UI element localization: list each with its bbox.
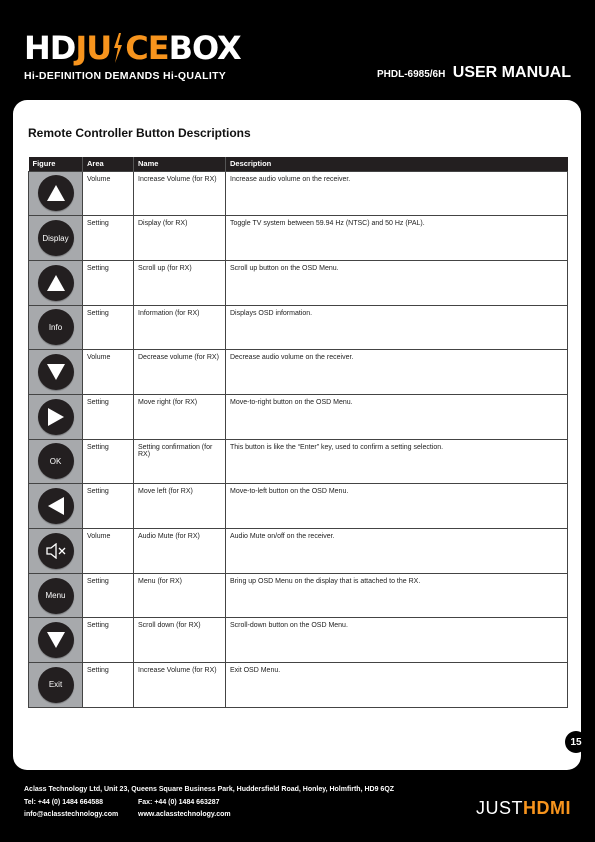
- tagline: Hi-DEFINITION DEMANDS Hi-QUALITY: [24, 70, 227, 82]
- manual-title: [377, 64, 571, 82]
- content-panel: [13, 100, 581, 770]
- volume-down-triangle-icon: [38, 354, 74, 390]
- row-area: Setting: [83, 305, 134, 350]
- table-row: [29, 394, 568, 439]
- fax: Fax: +44 (0) 1484 663287: [138, 799, 220, 806]
- row-name: Setting confirmation (for RX): [134, 439, 226, 484]
- table-row: [29, 529, 568, 574]
- row-name: Scroll up (for RX): [134, 260, 226, 305]
- row-name: Scroll down (for RX): [134, 618, 226, 663]
- row-description: This button is like the “Enter” key, used to confirm a setting selection.: [226, 439, 568, 484]
- row-area: Setting: [83, 618, 134, 663]
- table-row: [29, 484, 568, 529]
- row-area: Setting: [83, 394, 134, 439]
- row-name: Audio Mute (for RX): [134, 529, 226, 574]
- website-link[interactable]: www.aclasstechnology.com: [138, 811, 231, 818]
- table-row: [29, 171, 568, 216]
- email-link[interactable]: info@aclasstechnology.com: [24, 811, 119, 818]
- table-row: [29, 305, 568, 350]
- mute-speaker-icon: [38, 533, 74, 569]
- row-area: Setting: [83, 216, 134, 261]
- row-area: Setting: [83, 573, 134, 618]
- row-name: Move left (for RX): [134, 484, 226, 529]
- header-area: Area: [83, 157, 134, 171]
- scroll-down-triangle-icon: [38, 622, 74, 658]
- row-name: Display (for RX): [134, 216, 226, 261]
- row-description: Audio Mute on/off on the receiver.: [226, 529, 568, 574]
- menu-button-icon: Menu: [38, 578, 74, 614]
- row-description: Move-to-right button on the OSD Menu.: [226, 394, 568, 439]
- row-description: Move-to-left button on the OSD Menu.: [226, 484, 568, 529]
- row-name: Decrease volume (for RX): [134, 350, 226, 395]
- row-name: Menu (for RX): [134, 573, 226, 618]
- row-name: Increase Volume (for RX): [134, 171, 226, 216]
- company-address: Aclass Technology Ltd, Unit 23, Queens Square Business Park, Huddersfield Road, Honley, Holmfirth, HD9 6QZ: [24, 786, 395, 793]
- telephone: Tel: +44 (0) 1484 664588: [24, 799, 104, 806]
- scroll-up-triangle-icon: [38, 265, 74, 301]
- row-description: Scroll up button on the OSD Menu.: [226, 260, 568, 305]
- row-area: Volume: [83, 171, 134, 216]
- left-triangle-icon: [38, 488, 74, 524]
- right-triangle-icon: [38, 399, 74, 435]
- row-name: Move right (for RX): [134, 394, 226, 439]
- volume-up-triangle-icon: [38, 175, 74, 211]
- exit-button-icon: Exit: [38, 667, 74, 703]
- header-description: Description: [226, 157, 568, 171]
- justhdmi-logo: JUSTHDMI: [476, 798, 571, 818]
- table-row: [29, 663, 568, 708]
- table-row: [29, 260, 568, 305]
- user-manual-label: USER MANUAL: [452, 64, 571, 81]
- info-button-icon: Info: [38, 309, 74, 345]
- header-name: Name: [134, 157, 226, 171]
- button-descriptions-table: [28, 157, 568, 708]
- section-title: Remote Controller Button Descriptions: [28, 126, 251, 140]
- row-area: Setting: [83, 260, 134, 305]
- row-area: Setting: [83, 484, 134, 529]
- model-number: PHDL-6985/6H: [376, 69, 446, 80]
- plug-icon: [112, 33, 124, 63]
- row-description: Scroll-down button on the OSD Menu.: [226, 618, 568, 663]
- row-area: Volume: [83, 350, 134, 395]
- table-row: [29, 439, 568, 484]
- table-header-row: [29, 157, 568, 171]
- row-area: Setting: [83, 439, 134, 484]
- row-description: Decrease audio volume on the receiver.: [226, 350, 568, 395]
- hdjuicebox-logo: HD JU CE BOX: [24, 29, 241, 67]
- table-row: [29, 573, 568, 618]
- table-row: [29, 618, 568, 663]
- row-area: Volume: [83, 529, 134, 574]
- display-button-icon: Display: [38, 220, 74, 256]
- table-row: [29, 350, 568, 395]
- table-row: [29, 216, 568, 261]
- row-name: Increase Volume (for RX): [134, 663, 226, 708]
- row-name: Information (for RX): [134, 305, 226, 350]
- row-area: Setting: [83, 663, 134, 708]
- page-number: 15: [565, 731, 587, 753]
- row-description: Increase audio volume on the receiver.: [226, 171, 568, 216]
- row-description: Displays OSD information.: [226, 305, 568, 350]
- row-description: Toggle TV system between 59.94 Hz (NTSC) and 50 Hz (PAL).: [226, 216, 568, 261]
- row-description: Exit OSD Menu.: [226, 663, 568, 708]
- header-figure: Figure: [29, 157, 83, 171]
- ok-button-icon: OK: [38, 443, 74, 479]
- row-description: Bring up OSD Menu on the display that is attached to the RX.: [226, 573, 568, 618]
